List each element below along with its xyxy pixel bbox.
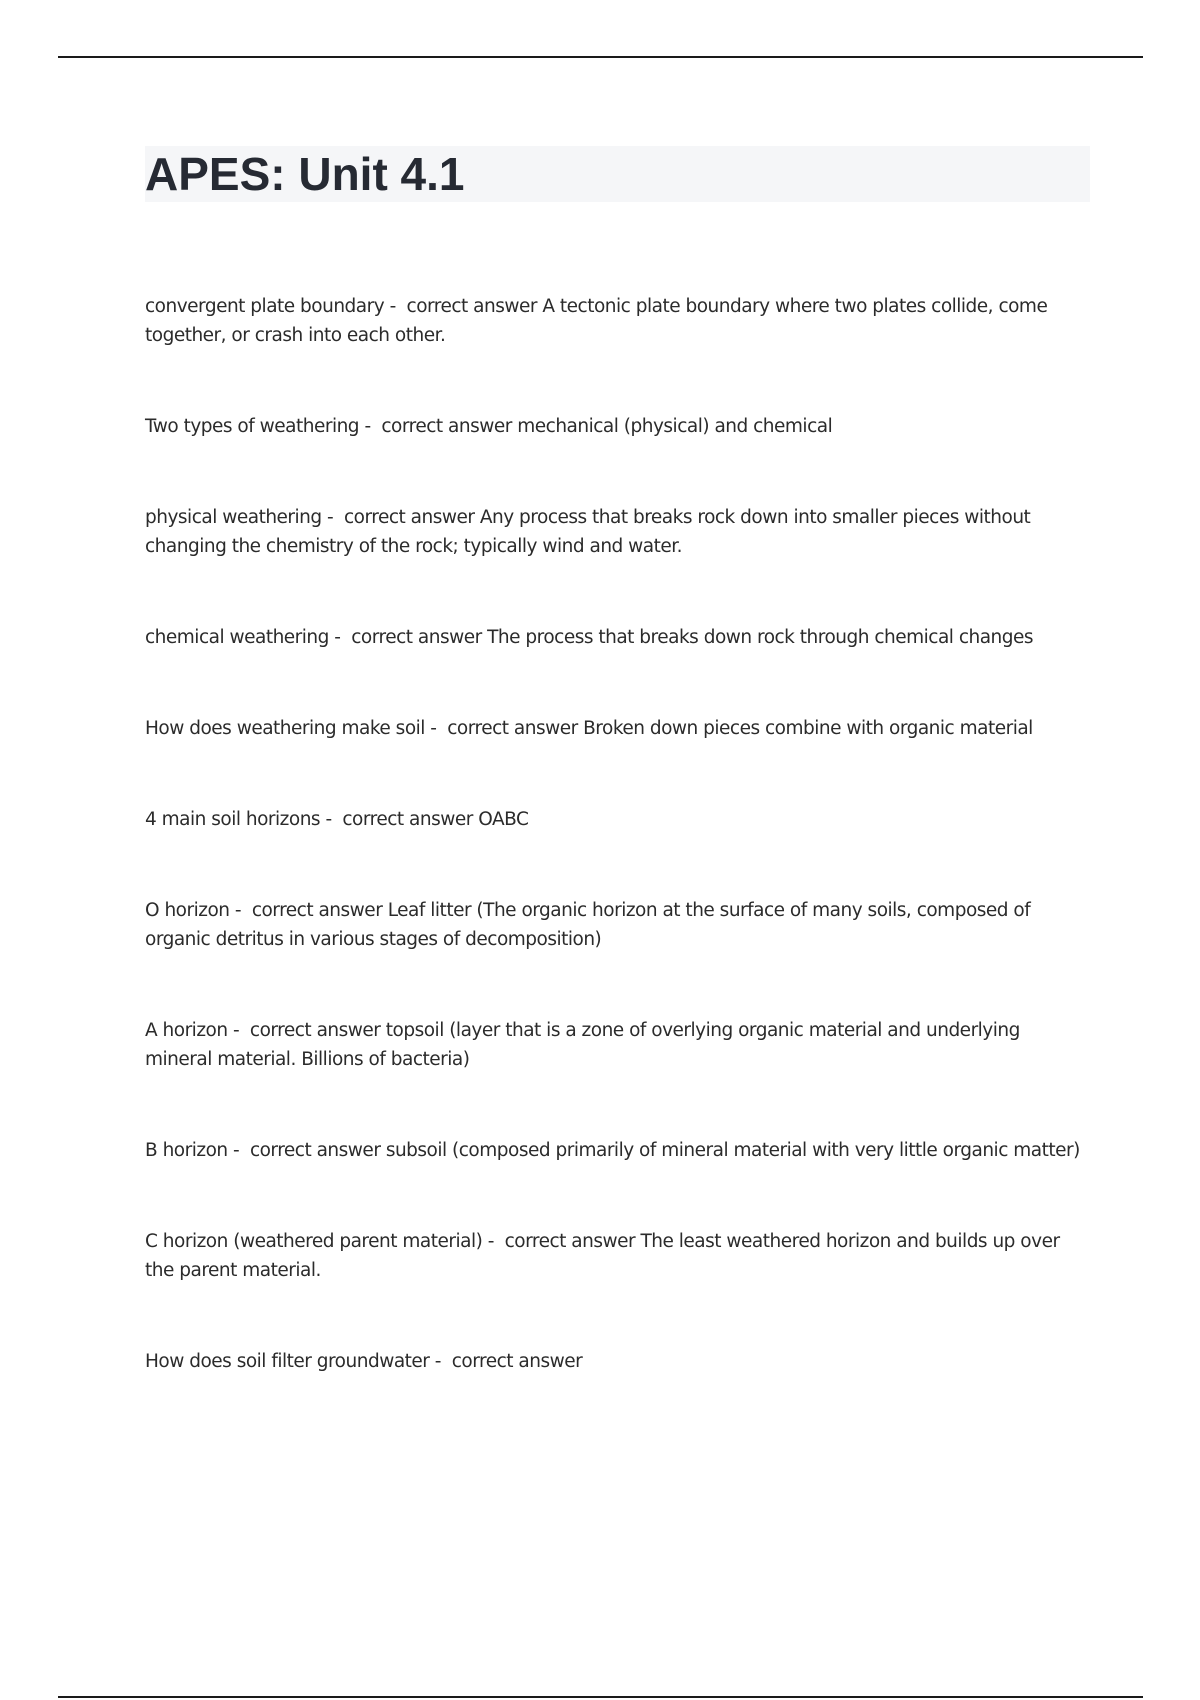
qa-separator: - correct answer [320, 809, 479, 830]
qa-separator: - correct answer [227, 1020, 386, 1041]
qa-term: Two types of weathering [145, 416, 360, 437]
qa-item [145, 805, 1090, 834]
qa-item [145, 1136, 1090, 1165]
qa-answer: The least weathered horizon and builds up over the parent material. [145, 1231, 1060, 1281]
qa-separator: - correct answer [429, 1351, 588, 1372]
qa-term: C horizon (weathered parent material) [145, 1231, 483, 1252]
qa-answer: Broken down pieces combine with organic material [583, 718, 1033, 739]
qa-term: A horizon [145, 1020, 228, 1041]
qa-separator: - correct answer [328, 627, 488, 648]
qa-item [145, 503, 1090, 561]
qa-answer: Any process that breaks rock down into smaller pieces without changing the chemistry of the rock; typically wind and water. [145, 507, 1031, 557]
qa-answer: topsoil (layer that is a zone of overlying organic material and underlying mineral material. Billions of bacteria) [145, 1020, 1020, 1070]
qa-answer: mechanical (physical) and chemical [517, 416, 833, 437]
qa-term: physical weathering [145, 507, 322, 528]
top-rule [58, 56, 1143, 58]
qa-term: chemical weathering [145, 627, 329, 648]
qa-item [145, 714, 1090, 743]
qa-item [145, 1227, 1090, 1285]
qa-term: B horizon [145, 1140, 228, 1161]
qa-list [145, 292, 1090, 1438]
qa-item [145, 623, 1090, 652]
qa-answer: Leaf litter (The organic horizon at the surface of many soils, composed of organic detritus in various stages of decomposition) [145, 900, 1031, 950]
qa-item [145, 896, 1090, 954]
qa-separator: - correct answer [424, 718, 584, 739]
qa-answer: A tectonic plate boundary where two plates collide, come together, or crash into each other. [145, 296, 1048, 346]
qa-term: O horizon [145, 900, 230, 921]
qa-term: 4 main soil horizons [145, 809, 321, 830]
qa-separator: - correct answer [482, 1231, 641, 1252]
qa-answer: subsoil (composed primarily of mineral material with very little organic matter) [385, 1140, 1080, 1161]
qa-item [145, 412, 1090, 441]
qa-separator: - correct answer [359, 416, 518, 437]
qa-separator: - correct answer [227, 1140, 386, 1161]
qa-term: How does weathering make soil [145, 718, 425, 739]
qa-separator: - correct answer [384, 296, 543, 317]
qa-item [145, 1347, 1090, 1376]
qa-item [145, 292, 1090, 350]
qa-answer: OABC [478, 809, 529, 830]
qa-item [145, 1016, 1090, 1074]
qa-term: convergent plate boundary [145, 296, 385, 317]
qa-separator: - correct answer [229, 900, 388, 921]
bottom-rule [58, 1696, 1143, 1698]
page-title: APES: Unit 4.1 [145, 148, 465, 200]
qa-separator: - correct answer [321, 507, 480, 528]
qa-term: How does soil filter groundwater [145, 1351, 430, 1372]
qa-answer: The process that breaks down rock through chemical changes [487, 627, 1034, 648]
